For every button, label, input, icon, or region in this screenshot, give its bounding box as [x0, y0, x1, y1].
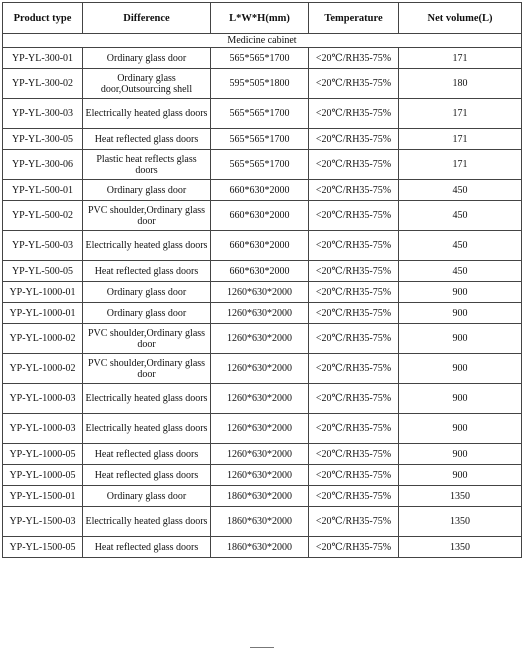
table-row: [3, 201, 522, 231]
table-row: [3, 99, 522, 129]
cell-temperature: <20℃/RH35-75%: [309, 414, 399, 444]
cell-difference: Electrically heated glass doors: [83, 231, 211, 261]
table-row: [3, 537, 522, 558]
cell-product-type: YP-YL-1000-01: [3, 282, 83, 303]
cell-product-type: YP-YL-1500-01: [3, 486, 83, 507]
cell-dimensions: 1260*630*2000: [211, 465, 309, 486]
cell-difference: Electrically heated glass doors: [83, 99, 211, 129]
cell-dimensions: 1260*630*2000: [211, 282, 309, 303]
cell-dimensions: 565*565*1700: [211, 48, 309, 69]
section-row: [3, 34, 522, 48]
cell-product-type: YP-YL-1000-02: [3, 324, 83, 354]
section-label: Medicine cabinet: [3, 34, 522, 48]
cell-difference: Ordinary glass door: [83, 486, 211, 507]
cell-difference: Heat reflected glass doors: [83, 537, 211, 558]
cell-product-type: YP-YL-1000-05: [3, 444, 83, 465]
cell-product-type: YP-YL-1000-02: [3, 354, 83, 384]
cell-difference: Ordinary glass door: [83, 48, 211, 69]
cell-net-volume: 450: [399, 180, 522, 201]
table-row: [3, 324, 522, 354]
cell-product-type: YP-YL-500-03: [3, 231, 83, 261]
cell-dimensions: 565*565*1700: [211, 150, 309, 180]
cell-dimensions: 1860*630*2000: [211, 537, 309, 558]
table-row: [3, 180, 522, 201]
cell-product-type: YP-YL-500-02: [3, 201, 83, 231]
table-row: [3, 303, 522, 324]
cell-net-volume: 450: [399, 201, 522, 231]
table-row: [3, 486, 522, 507]
cell-temperature: <20℃/RH35-75%: [309, 231, 399, 261]
header-temperature: Temperature: [309, 3, 399, 34]
table-row: [3, 48, 522, 69]
cell-temperature: <20℃/RH35-75%: [309, 465, 399, 486]
cell-temperature: <20℃/RH35-75%: [309, 129, 399, 150]
table-row: [3, 414, 522, 444]
cell-net-volume: 171: [399, 150, 522, 180]
cell-product-type: YP-YL-1000-03: [3, 384, 83, 414]
cell-dimensions: 660*630*2000: [211, 261, 309, 282]
cell-temperature: <20℃/RH35-75%: [309, 444, 399, 465]
table-row: [3, 465, 522, 486]
cell-dimensions: 1260*630*2000: [211, 324, 309, 354]
table-row: [3, 444, 522, 465]
cell-temperature: <20℃/RH35-75%: [309, 537, 399, 558]
cell-dimensions: 1260*630*2000: [211, 384, 309, 414]
cell-temperature: <20℃/RH35-75%: [309, 384, 399, 414]
cell-difference: Electrically heated glass doors: [83, 384, 211, 414]
cell-net-volume: 1350: [399, 507, 522, 537]
cell-net-volume: 900: [399, 282, 522, 303]
cell-difference: Heat reflected glass doors: [83, 444, 211, 465]
table-row: [3, 261, 522, 282]
table-row: [3, 150, 522, 180]
table-row: [3, 354, 522, 384]
table-row: [3, 384, 522, 414]
header-row: [3, 3, 522, 34]
cell-dimensions: 595*505*1800: [211, 69, 309, 99]
cell-difference: Ordinary glass door,Outsourcing shell: [83, 69, 211, 99]
cell-dimensions: 1260*630*2000: [211, 414, 309, 444]
cell-temperature: <20℃/RH35-75%: [309, 150, 399, 180]
cell-temperature: <20℃/RH35-75%: [309, 180, 399, 201]
cell-difference: Heat reflected glass doors: [83, 465, 211, 486]
cell-temperature: <20℃/RH35-75%: [309, 486, 399, 507]
cell-temperature: <20℃/RH35-75%: [309, 201, 399, 231]
cell-net-volume: 900: [399, 303, 522, 324]
cell-product-type: YP-YL-300-03: [3, 99, 83, 129]
cell-product-type: YP-YL-500-05: [3, 261, 83, 282]
cell-temperature: <20℃/RH35-75%: [309, 354, 399, 384]
cell-product-type: YP-YL-300-05: [3, 129, 83, 150]
cell-difference: Electrically heated glass doors: [83, 414, 211, 444]
cell-product-type: YP-YL-1000-01: [3, 303, 83, 324]
cell-difference: Plastic heat reflects glass doors: [83, 150, 211, 180]
cell-dimensions: 1260*630*2000: [211, 354, 309, 384]
cell-product-type: YP-YL-1500-05: [3, 537, 83, 558]
cell-product-type: YP-YL-1000-03: [3, 414, 83, 444]
cell-product-type: YP-YL-1500-03: [3, 507, 83, 537]
cell-dimensions: 660*630*2000: [211, 201, 309, 231]
cell-net-volume: 1350: [399, 486, 522, 507]
cell-difference: PVC shoulder,Ordinary glass door: [83, 354, 211, 384]
cell-net-volume: 450: [399, 261, 522, 282]
cell-temperature: <20℃/RH35-75%: [309, 507, 399, 537]
cell-difference: Heat reflected glass doors: [83, 261, 211, 282]
cell-net-volume: 900: [399, 384, 522, 414]
table-row: [3, 507, 522, 537]
cell-difference: PVC shoulder,Ordinary glass door: [83, 201, 211, 231]
specification-table: [2, 2, 522, 558]
cell-temperature: <20℃/RH35-75%: [309, 69, 399, 99]
cell-difference: Ordinary glass door: [83, 180, 211, 201]
cell-product-type: YP-YL-300-06: [3, 150, 83, 180]
header-difference: Difference: [83, 3, 211, 34]
cell-dimensions: 1260*630*2000: [211, 444, 309, 465]
table-row: [3, 69, 522, 99]
cell-product-type: YP-YL-300-02: [3, 69, 83, 99]
cell-product-type: YP-YL-500-01: [3, 180, 83, 201]
cell-difference: PVC shoulder,Ordinary glass door: [83, 324, 211, 354]
cell-net-volume: 450: [399, 231, 522, 261]
table-row: [3, 129, 522, 150]
cell-temperature: <20℃/RH35-75%: [309, 99, 399, 129]
table-row: [3, 282, 522, 303]
header-product-type: Product type: [3, 3, 83, 34]
cell-net-volume: 180: [399, 69, 522, 99]
cell-temperature: <20℃/RH35-75%: [309, 261, 399, 282]
cell-net-volume: 900: [399, 444, 522, 465]
cell-dimensions: 1860*630*2000: [211, 486, 309, 507]
cell-difference: Electrically heated glass doors: [83, 507, 211, 537]
cell-dimensions: 660*630*2000: [211, 231, 309, 261]
header-dimensions: L*W*H(mm): [211, 3, 309, 34]
cell-net-volume: 171: [399, 99, 522, 129]
cell-temperature: <20℃/RH35-75%: [309, 282, 399, 303]
cell-dimensions: 565*565*1700: [211, 99, 309, 129]
bottom-edge-mark: [250, 647, 274, 648]
cell-temperature: <20℃/RH35-75%: [309, 303, 399, 324]
cell-net-volume: 900: [399, 465, 522, 486]
cell-temperature: <20℃/RH35-75%: [309, 48, 399, 69]
cell-difference: Heat reflected glass doors: [83, 129, 211, 150]
cell-dimensions: 1260*630*2000: [211, 303, 309, 324]
cell-dimensions: 1860*630*2000: [211, 507, 309, 537]
cell-dimensions: 660*630*2000: [211, 180, 309, 201]
cell-product-type: YP-YL-300-01: [3, 48, 83, 69]
cell-net-volume: 1350: [399, 537, 522, 558]
cell-net-volume: 900: [399, 414, 522, 444]
cell-net-volume: 171: [399, 48, 522, 69]
header-net-volume: Net volume(L): [399, 3, 522, 34]
cell-net-volume: 900: [399, 324, 522, 354]
cell-dimensions: 565*565*1700: [211, 129, 309, 150]
table-body: [3, 34, 522, 558]
cell-difference: Ordinary glass door: [83, 282, 211, 303]
cell-net-volume: 900: [399, 354, 522, 384]
cell-difference: Ordinary glass door: [83, 303, 211, 324]
cell-net-volume: 171: [399, 129, 522, 150]
cell-product-type: YP-YL-1000-05: [3, 465, 83, 486]
cell-temperature: <20℃/RH35-75%: [309, 324, 399, 354]
table-row: [3, 231, 522, 261]
